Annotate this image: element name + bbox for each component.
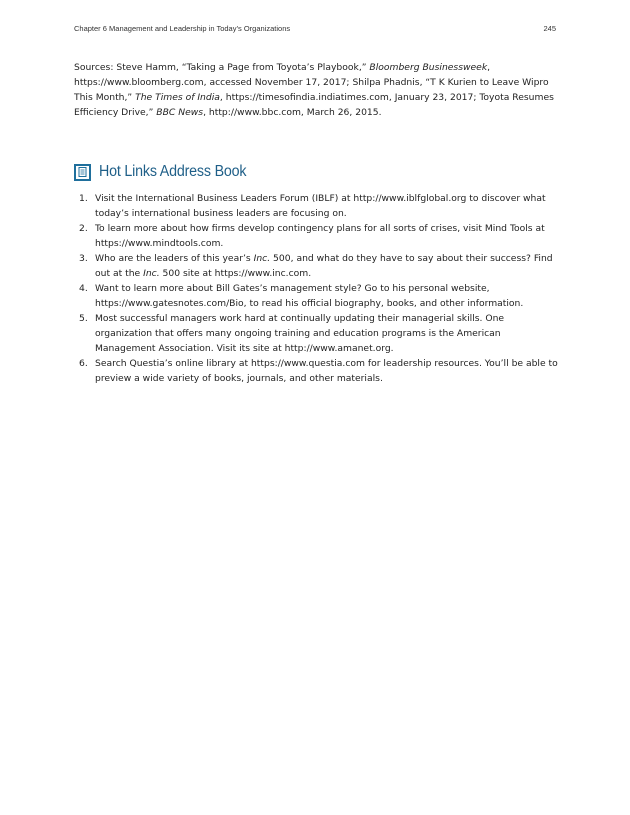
sources-text-1: Sources: Steve Hamm, “Taking a Page from Toyota’s Playbook,” (74, 62, 370, 73)
item-text-part: Who are the leaders of this year’s (95, 253, 254, 264)
source-publication-1: Bloomberg Businessweek (369, 62, 488, 73)
hot-links-section (74, 163, 558, 386)
list-item (74, 251, 558, 281)
item-number: 1. (79, 193, 88, 204)
hot-links-list (74, 191, 558, 386)
list-item (74, 221, 558, 251)
item-text-part: 500 site at https://www.inc.com. (159, 268, 312, 279)
list-item (74, 281, 558, 311)
list-item (74, 191, 558, 221)
section-title: Hot Links Address Book (99, 163, 247, 180)
page-number: 245 (543, 24, 556, 33)
inc-italic: Inc. (253, 253, 271, 264)
item-number: 2. (79, 223, 88, 234)
item-text: To learn more about how firms develop contingency plans for all sorts of crises, visit Mind Tools at https://www.mindtools.com. (95, 223, 545, 249)
inc-italic: Inc. (143, 268, 160, 279)
sources-text-4: , http://www.bbc.com, March 26, 2015. (203, 107, 382, 118)
item-number: 5. (79, 313, 88, 324)
item-number: 4. (79, 283, 88, 294)
item-text: Most successful managers work hard at continually updating their managerial skills. One organization that offers many ongoing training and education programs is the American Management Association. Visit its site at http://www.amanet.org. (95, 313, 505, 354)
item-text: Want to learn more about Bill Gates’s management style? Go to his personal website, https://www.gatesnotes.com/Bio, to read his official biography, books, and other information. (95, 283, 524, 309)
running-header (74, 24, 556, 33)
item-text: Visit the International Business Leaders Forum (IBLF) at http://www.iblfglobal.org to discover what today’s international business leaders are focusing on. (95, 193, 546, 219)
item-text: Search Questia’s online library at https://www.questia.com for leadership resources. You’ll be able to preview a wide variety of books, journals, and other materials. (95, 358, 558, 384)
item-text-part: 500, and what do they have to say about their success? Find out at the (95, 253, 553, 279)
item-text (95, 251, 558, 281)
list-item (74, 311, 558, 356)
sources-text-2: , https://www.bloomberg.com, accessed November 17, 2017; Shilpa Phadnis, “T K Kurien to Leave Wipro This Month,” (74, 62, 549, 103)
list-item (74, 356, 558, 386)
source-publication-2: The Times of India (135, 92, 220, 103)
source-publication-3: BBC News (156, 107, 204, 118)
chapter-title: Chapter 6 Management and Leadership in Today’s Organizations (74, 24, 291, 33)
sources-note (74, 60, 558, 120)
item-number: 3. (79, 253, 88, 264)
section-heading (74, 163, 558, 181)
document-icon (74, 164, 91, 181)
sources-text-3: , https://timesofindia.indiatimes.com, January 23, 2017; Toyota Resumes Efficiency Drive,” (74, 92, 554, 118)
item-number: 6. (79, 358, 88, 369)
